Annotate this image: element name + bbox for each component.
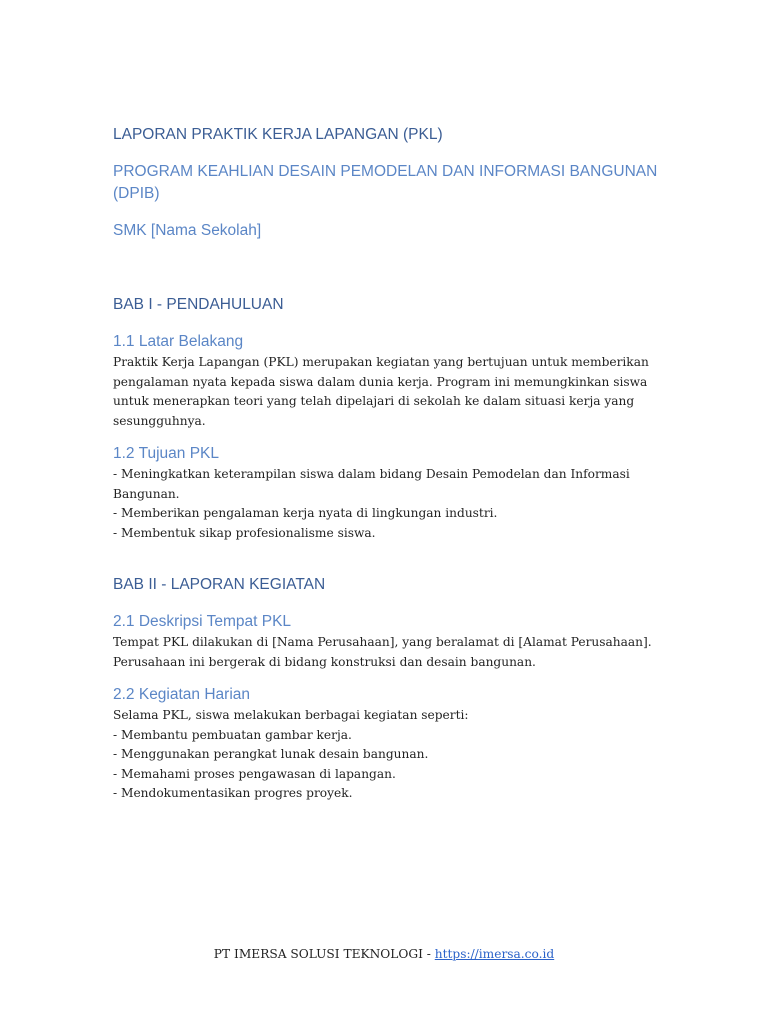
paragraph-line: Tempat PKL dilakukan di [Nama Perusahaan], yang beralamat di [Alamat Perusahaan].: [113, 635, 652, 649]
paragraph-line: Praktik Kerja Lapangan (PKL) merupakan kegiatan yang bertujuan untuk memberikan: [113, 355, 649, 369]
paragraph-line: sesungguhnya.: [113, 413, 206, 428]
list-item: - Menggunakan perangkat lunak desain bangunan.: [113, 747, 429, 761]
school-name: SMK [Nama Sekolah]: [113, 222, 262, 239]
section-2-1-heading: 2.1 Deskripsi Tempat PKL: [113, 613, 292, 630]
bab1-heading: BAB I - PENDAHULUAN: [113, 296, 284, 313]
section-2-2-heading: 2.2 Kegiatan Harian: [113, 686, 251, 703]
paragraph-line: Perusahaan ini bergerak di bidang konstruksi dan desain bangunan.: [113, 654, 536, 669]
section-2-2-body: [113, 706, 658, 804]
section-1-1-body: [113, 353, 658, 431]
footer-company: PT IMERSA SOLUSI TEKNOLOGI -: [213, 947, 435, 961]
footer-link[interactable]: https://imersa.co.id: [434, 947, 555, 961]
paragraph-line: pengalaman nyata kepada siswa dalam dunia kerja. Program ini memungkinkan siswa: [113, 374, 648, 389]
program-title: PROGRAM KEAHLIAN DESAIN PEMODELAN DAN INFORMASI BANGUNAN (DPIB): [113, 163, 658, 202]
paragraph-line: untuk menerapkan teori yang telah dipelajari di sekolah ke dalam situasi kerja yang: [113, 394, 635, 408]
paragraph-line: Selama PKL, siswa melakukan berbagai kegiatan seperti:: [113, 708, 469, 722]
section-1-2-body: [113, 465, 658, 543]
list-item: - Membantu pembuatan gambar kerja.: [113, 727, 352, 742]
list-item: - Memahami proses pengawasan di lapangan.: [113, 766, 396, 781]
list-item: - Memberikan pengalaman kerja nyata di lingkungan industri.: [113, 506, 498, 520]
page-footer: [0, 944, 768, 964]
section-1-2-heading: 1.2 Tujuan PKL: [113, 445, 219, 462]
document-content: [113, 124, 658, 804]
list-item: - Membentuk sikap profesionalisme siswa.: [113, 525, 376, 540]
bab2-heading: BAB II - LAPORAN KEGIATAN: [113, 576, 326, 593]
section-1-1-heading: 1.1 Latar Belakang: [113, 333, 244, 350]
list-item: Bangunan.: [113, 486, 180, 501]
section-2-1-body: [113, 633, 658, 672]
list-item: - Mendokumentasikan progres proyek.: [113, 786, 353, 800]
list-item: - Meningkatkan keterampilan siswa dalam bidang Desain Pemodelan dan Informasi: [113, 467, 630, 481]
report-title: LAPORAN PRAKTIK KERJA LAPANGAN (PKL): [113, 126, 443, 143]
